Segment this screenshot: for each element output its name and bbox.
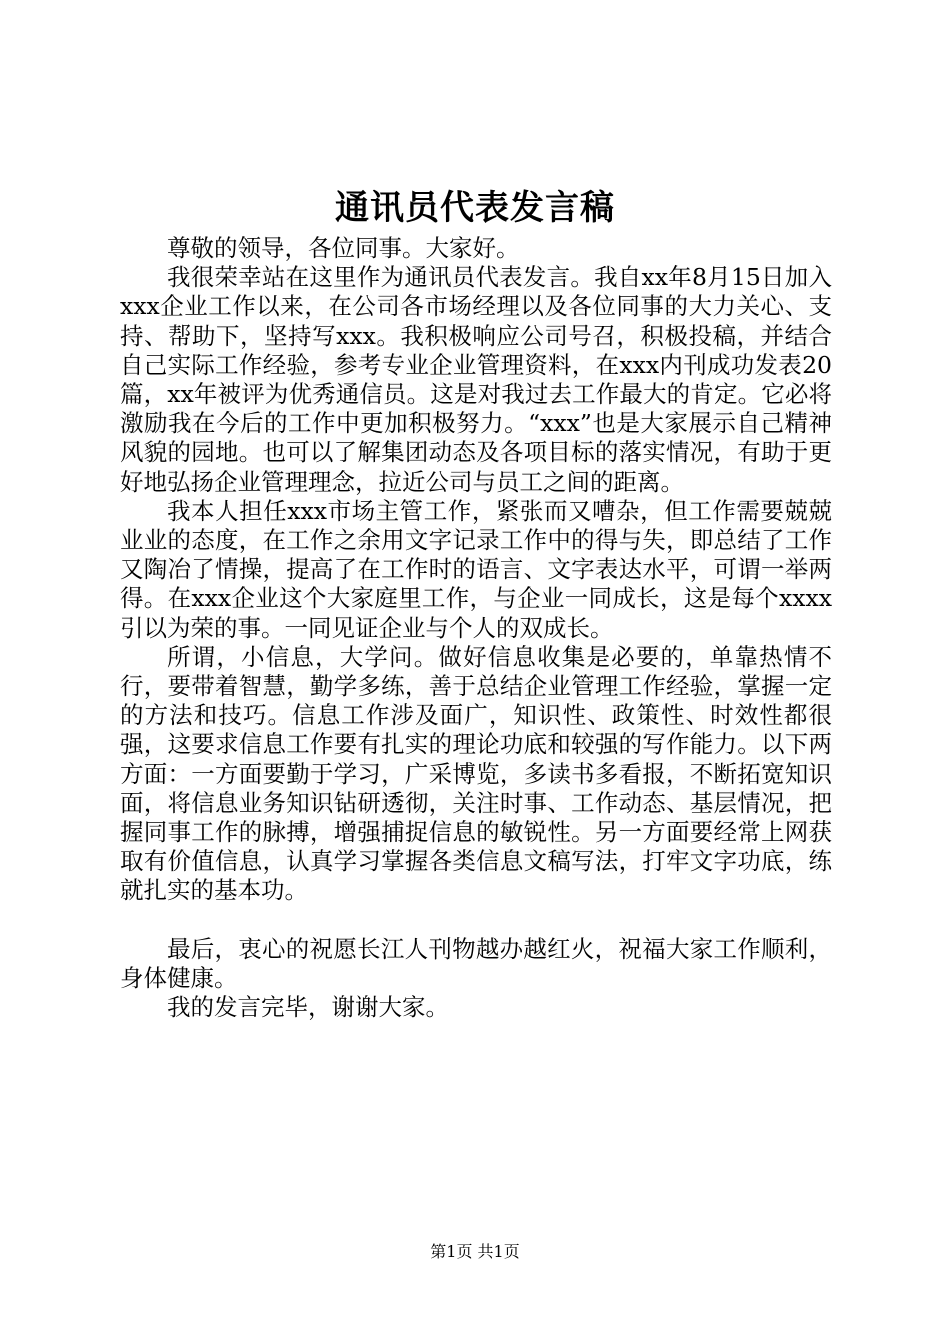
paragraph-closing: 我的发言完毕，谢谢大家。 (167, 993, 449, 1022)
paragraph-wishes: 最后，衷心的祝愿长江人刊物越办越红火，祝福大家工作顺利，身体健康。 (120, 934, 832, 993)
page-footer: 第1页 共1页 (430, 1242, 520, 1261)
paragraph-role: 我本人担任xxx市场主管工作，紧张而又嘈杂，但工作需要兢兢业业的态度，在工作之余用文字记录工作中的得与失，即总结了工作又陶冶了情操，提高了在工作时的语言、文字表达水平，可谓一举两得。在xxx企业这个大家庭里工作，与企业一同成长，这是每个xxxx引以为荣的事。一同见证企业与个人的双成长。 (120, 496, 832, 642)
document-body (120, 234, 832, 1022)
paragraph-greeting: 尊敬的领导，各位同事。大家好。 (167, 234, 520, 262)
document-title: 通讯员代表发言稿 (335, 188, 615, 228)
paragraph-introduction: 我很荣幸站在这里作为通讯员代表发言。我自xx年8月15日加入xxx企业工作以来，在公司各市场经理以及各位同事的大力关心、支持、帮助下，坚持写xxx。我积极响应公司号召，积极投稿，并结合自己实际工作经验，参考专业企业管理资料，在xxx内刊成功发表20篇，xx年被评为优秀通信员。这是对我过去工作最大的肯定。它必将激励我在今后的工作中更加积极努力。“xxx”也是大家展示自己精神风貌的园地。也可以了解集团动态及各项目标的落实情况，有助于更好地弘扬企业管理理念，拉近公司与员工之间的距离。 (120, 263, 832, 496)
paragraph-method: 所谓，小信息，大学问。做好信息收集是必要的，单靠热情不行，要带着智慧，勤学多练，善于总结企业管理工作经验，掌握一定的方法和技巧。信息工作涉及面广，知识性、政策性、时效性都很强，这要求信息工作要有扎实的理论功底和较强的写作能力。以下两方面：一方面要勤于学习，广采博览，多读书多看报，不断拓宽知识面，将信息业务知识钻研透彻，关注时事、工作动态、基层情况，把握同事工作的脉搏，增强捕捉信息的敏锐性。另一方面要经常上网获取有价值信息，认真学习掌握各类信息文稿写法，打牢文字功底，练就扎实的基本功。 (120, 642, 832, 905)
